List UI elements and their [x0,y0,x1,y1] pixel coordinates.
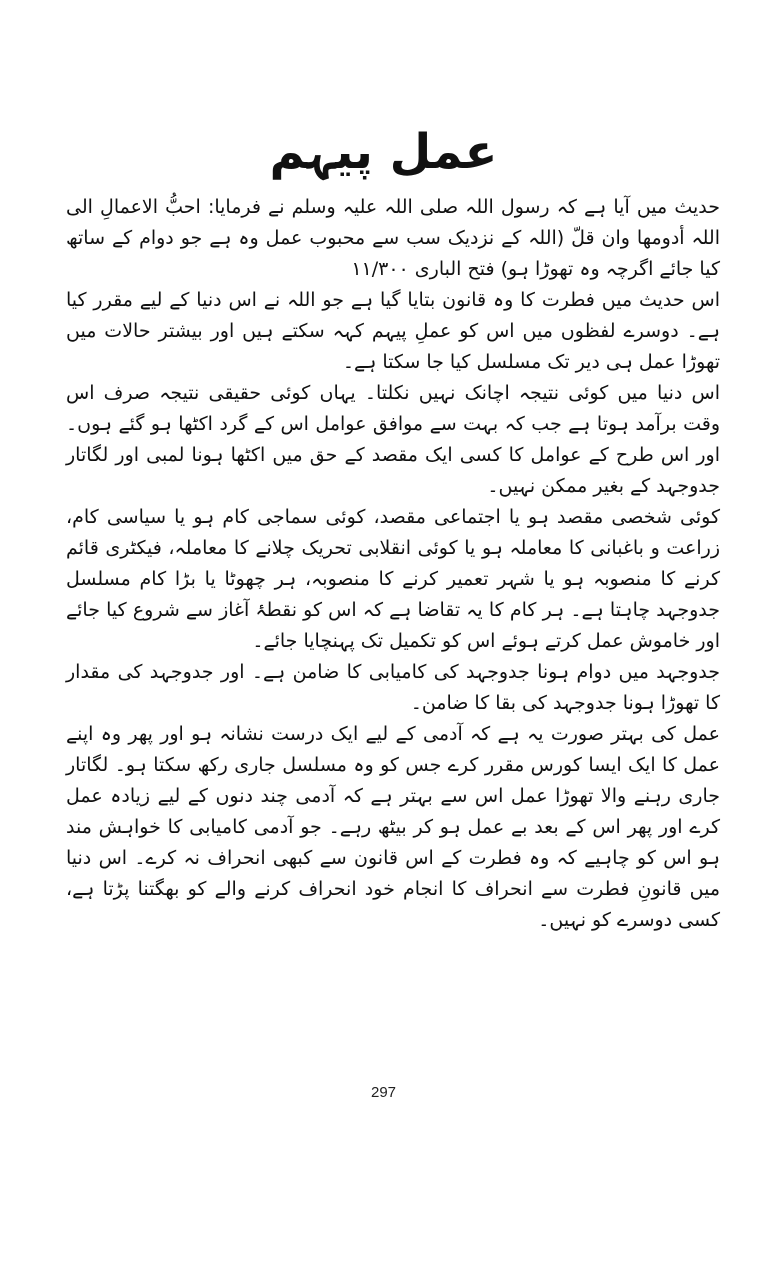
body-text [66,192,720,936]
paragraph-4: کوئی شخصی مقصد ہو یا اجتماعی مقصد، کوئی سماجی کام ہو یا سیاسی کام، زراعت و باغبانی کا معاملہ ہو یا کوئی انقلابی تحریک چلانے کا معاملہ، فیکٹری قائم کرنے کا منصوبہ ہو یا شہر تعمیر کرنے کا منصوبہ، ہر چھوٹا یا بڑا کام مسلسل جدوجہد چاہتا ہے۔ ہر کام کا یہ تقاضا ہے کہ اس کو نقطۂ آغاز سے شروع کیا جائے اور خاموش عمل کرتے ہوئے اس کو تکمیل تک پہنچایا جائے۔ [66,506,720,652]
paragraph-5: جدوجہد میں دوام ہونا جدوجہد کی کامیابی کا ضامن ہے۔ اور جدوجہد کی مقدار کا تھوڑا ہونا جدوجہد کی بقا کا ضامن۔ [66,661,720,714]
page-title: عمل پیہم [269,124,498,180]
paragraph-6: عمل کی بہتر صورت یہ ہے کہ آدمی کے لیے ایک درست نشانہ ہو اور پھر وہ اپنے عمل کا ایک ایسا کورس مقرر کرے جس کو وہ مسلسل جاری رکھ سکتا ہو۔ لگاتار جاری رہنے والا تھوڑا عمل اس سے بہتر ہے کہ آدمی چند دنوں کے لیے زیادہ عمل کرے اور پھر اس کے بعد بے عمل ہو کر بیٹھ رہے۔ جو آدمی کامیابی کا خواہش مند ہو اس کو چاہیے کہ وہ فطرت کے اس قانون سے کبھی انحراف نہ کرے۔ اس دنیا میں قانونِ فطرت سے انحراف کا انجام خود انحراف کرنے والے کو بھگتنا پڑتا ہے، کسی دوسرے کو نہیں۔ [66,723,720,931]
paragraph-2: اس حدیث میں فطرت کا وہ قانون بتایا گیا ہے جو اللہ نے اس دنیا کے لیے مقرر کیا ہے۔ دوسرے لفظوں میں اس کو عملِ پیہم کہہ سکتے ہیں اور بیشتر حالات میں تھوڑا عمل ہی دیر تک مسلسل کیا جا سکتا ہے۔ [66,289,720,373]
paragraph-1: حدیث میں آیا ہے کہ رسول اللہ صلی اللہ علیہ وسلم نے فرمایا: احبُّ الاعمالِ الی اللہ أدومھا وان قلّ (اللہ کے نزدیک سب سے محبوب عمل وہ ہے جو دوام کے ساتھ کیا جائے اگرچہ وہ تھوڑا ہو) فتح الباری ۱۱/۳۰۰ [66,196,720,280]
page-number: 297 [370,1084,397,1101]
paragraph-3: اس دنیا میں کوئی نتیجہ اچانک نہیں نکلتا۔ یہاں کوئی حقیقی نتیجہ صرف اس وقت برآمد ہوتا ہے جب کہ بہت سے موافق عوامل اس کے گرد اکٹھا ہو گئے ہوں۔ اور اس طرح کے عوامل کا کسی ایک مقصد کے حق میں اکٹھا ہونا لمبی اور لگاتار جدوجہد کے بغیر ممکن نہیں۔ [66,382,720,497]
